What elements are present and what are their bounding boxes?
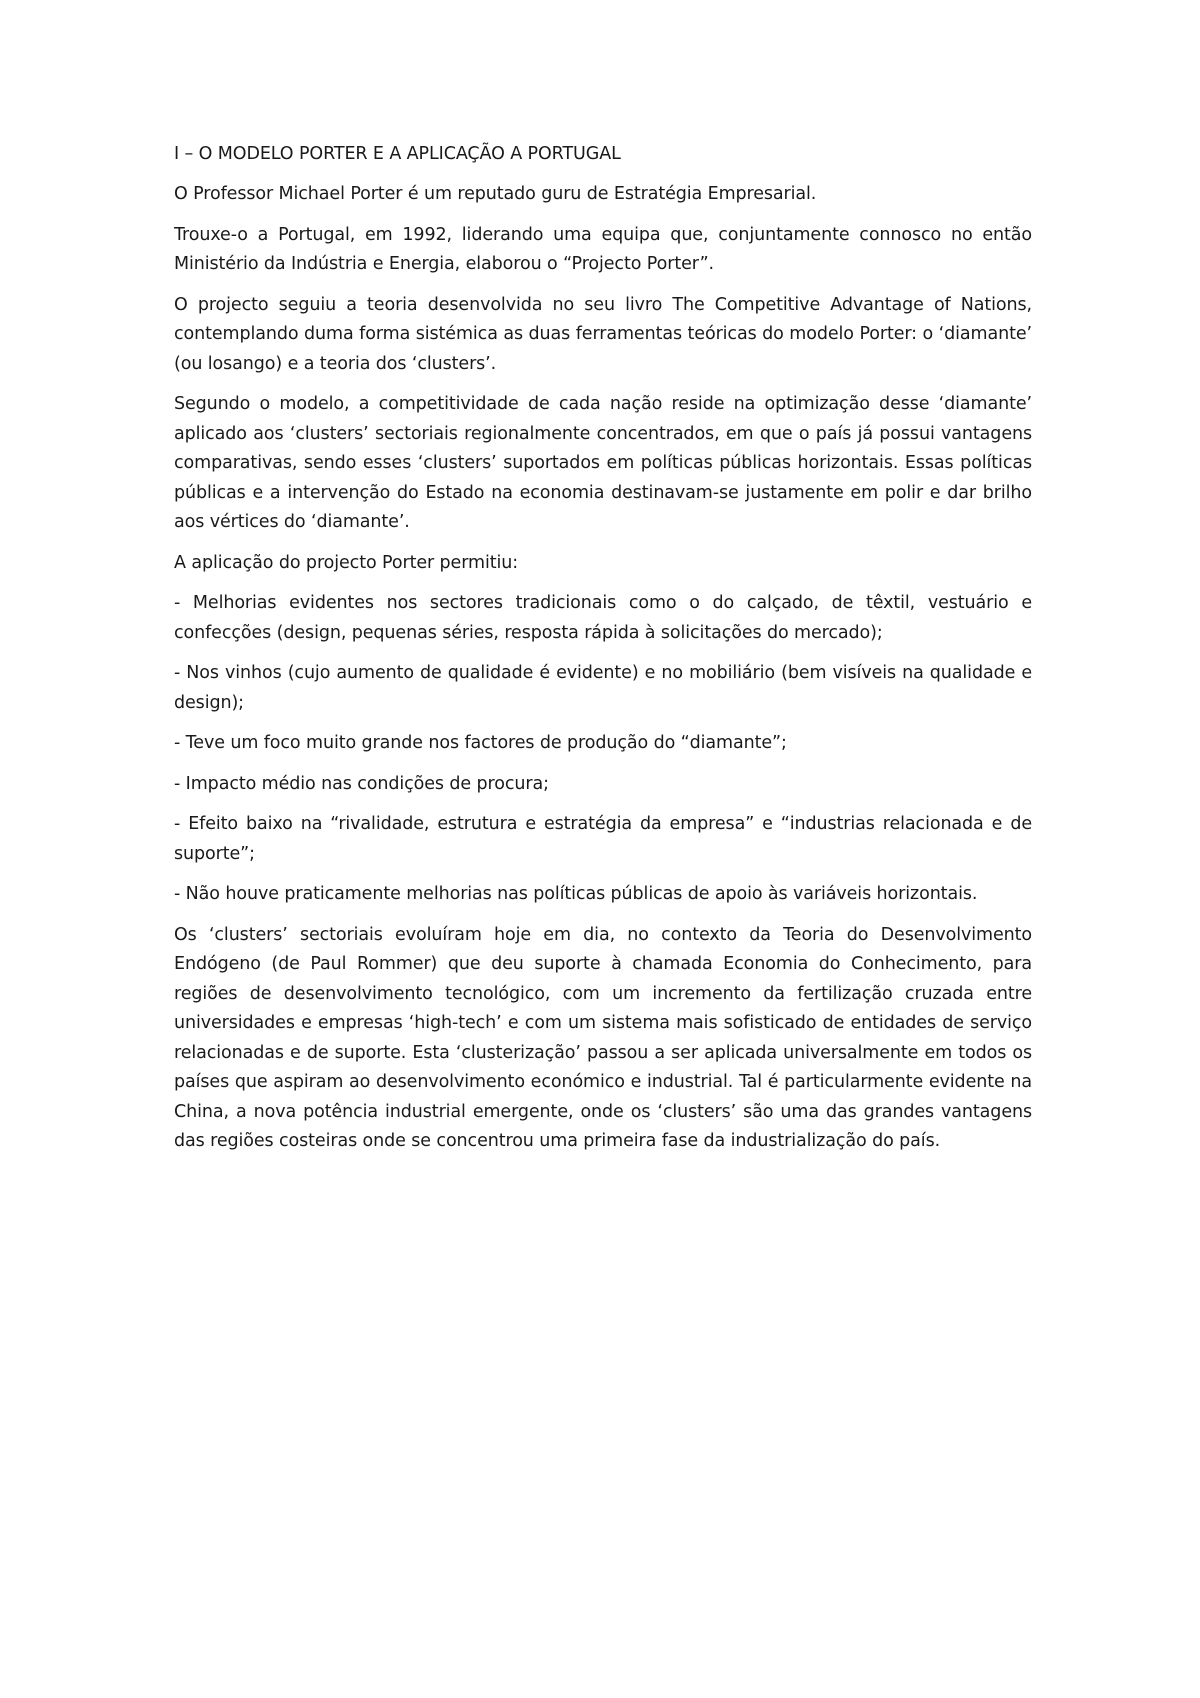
paragraph-application: A aplicação do projecto Porter permitiu: xyxy=(174,552,519,573)
list-item-demand: - Impacto médio nas condições de procura; xyxy=(174,773,549,794)
list-item-rivalry: - Efeito baixo na “rivalidade, estrutura e estratégia da empresa” e “industrias relacionada e de suporte”; xyxy=(174,814,1032,864)
list-item-public-policies: - Não houve praticamente melhorias nas políticas públicas de apoio às variáveis horizontais. xyxy=(174,884,978,904)
section-heading: I – O MODELO PORTER E A APLICAÇÃO A PORTUGAL xyxy=(174,144,621,164)
paragraph-clusters: Os ‘clusters’ sectoriais evoluíram hoje em dia, no contexto da Teoria do Desenvolvimento Endógeno (de Paul Rommer) que deu suporte à chamada Economia do Conhecimento, para regiões de desenvolvimento tecnológico, com um incremento da fertilização cruzada entre universidades e empresas ‘high-tech’ e com um sistema mais sofisticado de entidades de serviço relacionadas e de suporte. Esta ‘clusterização’ passou a ser aplicada universalmente em todos os países que aspiram ao desenvolvimento económico e industrial. Tal é particularmente evidente na China, a nova potência industrial emergente, onde os ‘clusters’ são uma das grandes vantagens das regiões costeiras onde se concentrou uma primeira fase da industrialização do país. xyxy=(174,924,1032,1151)
list-item-production-factors: - Teve um foco muito grande nos factores de produção do “diamante”; xyxy=(174,733,787,753)
paragraph-model: Segundo o modelo, a competitividade de cada nação reside na optimização desse ‘diamante’ aplicado aos ‘clusters’ sectoriais regionalmente concentrados, em que o país já possui vantagens comparativas, sendo esses ‘clusters’ suportados em políticas públicas horizontais. Essas políticas públicas e a intervenção do Estado na economia destinavam-se justamente em polir e dar brilho aos vértices do ‘diamante’. xyxy=(174,394,1032,532)
paragraph-intro: O Professor Michael Porter é um reputado guru de Estratégia Empresarial. xyxy=(174,184,817,204)
paragraph-history: Trouxe-o a Portugal, em 1992, liderando uma equipa que, conjuntamente connosco no então Ministério da Indústria e Energia, elaborou o “Projecto Porter”. xyxy=(174,224,1032,274)
document-page xyxy=(174,140,1032,1168)
list-item-wines: - Nos vinhos (cujo aumento de qualidade é evidente) e no mobiliário (bem visíveis na qualidade e design); xyxy=(174,663,1032,713)
list-item-traditional-sectors: - Melhorias evidentes nos sectores tradicionais como o do calçado, de têxtil, vestuário e confecções (design, pequenas séries, resposta rápida à solicitações do mercado); xyxy=(174,593,1032,643)
paragraph-theory: O projecto seguiu a teoria desenvolvida no seu livro The Competitive Advantage of Nations, contemplando duma forma sistémica as duas ferramentas teóricas do modelo Porter: o ‘diamante’ (ou losango) e a teoria dos ‘clusters’. xyxy=(174,294,1032,374)
